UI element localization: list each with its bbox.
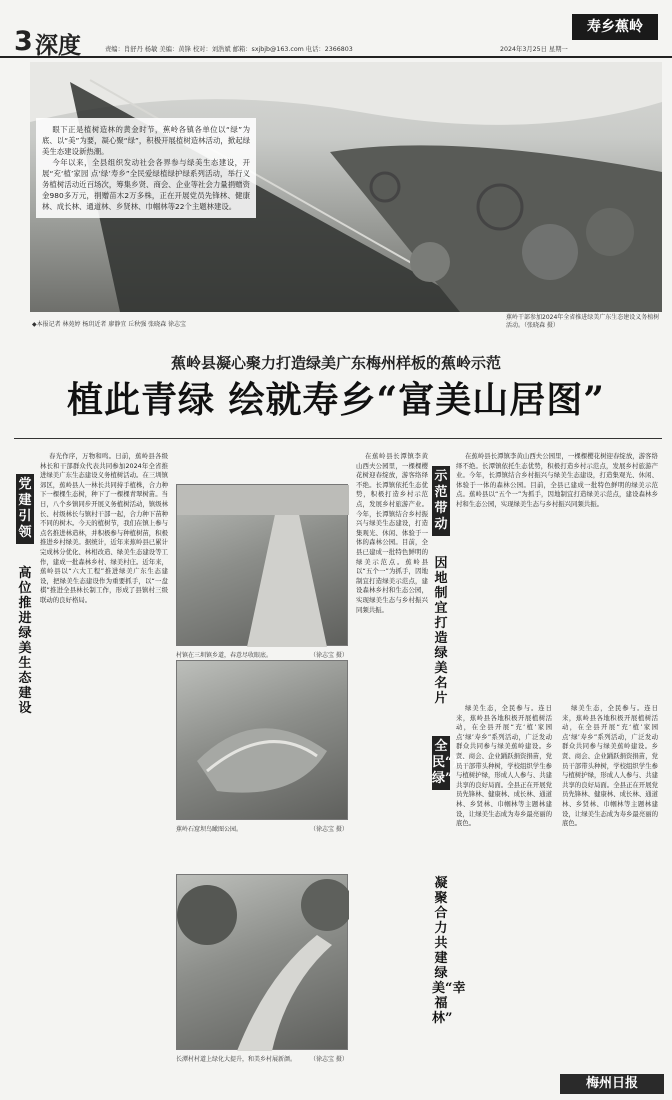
section3-body-right: 绿美生态，全民参与。连日来，蕉岭县各地积极开展植树活动，在全县开展“充‘植’家园 点‘绿’寿乡”系列活动，广泛发动群众共同参与绿美蕉岭建设。乡贤、商会、企业踊跃捐资捐苗，党员干部带头种树，学校组织学生参与植树护绿，形成人人参与、共建共享的良好局面。全县正在开展党员先锋林、健康林、成长林、通道林、乡贤林、巾帼林等主题林建设，让绿美生态成为寿乡最亮丽的底色。 [562,704,658,828]
page-section-tag: 深度 [35,32,81,59]
photo3-credit: （徐志宝 摄） [310,1056,348,1063]
photo2-credit: （徐志宝 摄） [310,826,348,833]
photo-park-aerial [176,660,348,820]
section2-title: 因地制宜打造绿美名片 [434,556,448,706]
photo3-caption: 长潭村村道上绿化大提升，和美乡村展新颜。 [176,1056,297,1063]
headline-divider [14,438,662,439]
photo-greenway [176,874,348,1050]
intro-textbox [36,118,256,218]
issue-date: 2024年3月25日 星期一 [500,46,568,53]
section3-title: 凝聚合力共建绿美“幸福林” [432,876,466,1026]
newspaper-logo: 梅州日报 [560,1074,664,1094]
headline-subtitle: 蕉岭县凝心聚力打造绿美广东梅州样板的蕉岭示范 [170,354,501,372]
reporter-credit: ◆本报记者 林苑婷 杨玥近者 廖静宜 丘秋强 张晓森 徐志宝 [32,321,187,328]
masthead-logo: 寿乡蕉岭 [572,14,658,40]
photo-greenway-scene [177,875,349,1051]
editor-meta: 责编：肖舒丹 杨敏 美编：黄锋 校对：刘浩斌 邮箱：sxjbjb@163.com 电话：2366803 [105,46,353,53]
intro-paragraph-1: 眼下正是植树造林的黄金时节，蕉岭各镇各单位以“绿”为底、以“美”为要，凝心聚“绿”，积极开展植树造林活动，掀起绿美生态建设新热潮。 [42,125,250,156]
photo1-caption: 村镇在三圳镇乡道，春意尽收眼底。 [176,652,273,659]
photo-park-scene [177,661,349,821]
photo-village-road [176,484,348,646]
section2-body-right: 在蕉岭县长潭镇李黄山西夫公园里，一棵棵樱花树迎春绽放，游客络绎不绝。长潭镇依托生态优势，积极打造乡村示范点，发展乡村旅游产业。今年，长潭镇结合乡村振兴与绿美生态建设，打造集观光、休闲、体验于一体的森林公园。目前，全县已建成一批特色鲜明的绿美示范点。蕉岭县以“五个一”为抓手，因地制宜打造绿美示范点，建设森林乡村和生态公园，实现绿美生态与乡村振兴同频共振。 [456,452,658,508]
photo2-caption: 蕉岭石窟坝鸟瞰图公园。 [176,826,243,833]
section2-badge: 示范带动 [432,466,450,536]
page-number: 3 [14,26,33,57]
hero-caption: 蕉岭干部参加2024年全省推进绿美广东生态建设义务植树活动。（张晓森 摄） [506,314,660,329]
section1-title: 高位推进绿美生态建设 [18,566,32,716]
photo-road-scene [177,485,349,647]
photo1-credit: （徐志宝 摄） [310,652,348,659]
section2-body-left: 在蕉岭县长潭镇李黄山西夫公园里，一棵棵樱花树迎春绽放，游客络绎不绝。长潭镇依托生态优势，积极打造乡村示范点，发展乡村旅游产业。今年，长潭镇结合乡村振兴与绿美生态建设，打造集观光、休闲、体验于一体的森林公园。目前，全县已建成一批特色鲜明的绿美示范点。蕉岭县以“五个一”为抓手，因地制宜打造绿美示范点，建设森林乡村和生态公园，实现绿美生态与乡村振兴同频共振。 [356,452,428,614]
section1-badge: 党建引领 [16,474,34,544]
intro-paragraph-2: 今年以来，全县组织发动社会各界参与绿美生态建设，开展“充‘植’家园 点‘绿’寿乡”全民爱绿植绿护绿系列活动，举行义务植树活动近百场次，筹集乡贤、商会、企业等社会力量捐赠资金980多万元，捐赠苗木2万多株，正在开展党员先锋林、健康林、成长林、通道林、乡贤林、巾帼林等22个主题林建设。 [42,158,250,211]
section3-badge: 全民“造绿” [432,736,450,790]
headline-title: 植此青绿 绘就寿乡“富美山居图” [67,379,605,421]
section1-body: 春光作序，万物和鸣。日前，蕉岭县各级林长和干部群众代表共同参加2024年全省推进绿美广东生态建设义务植树活动。在三圳镇郊区，蕉岭县人一林长共同持手植株，合力种下一棵棵生态树，种下了一棵棵青翠树苗。当日，八个乡镇同步开展义务植树活动，镇级林长、村级林长与镇村干部一起，合力种下苗种不同的树木。今天的植树节，我们在镇上参与点名推进林造林，并积极参与种植树苗，积极推进乡村绿美。据统计，近年来蕉岭县已累计完成林分优化、林相改造、绿美生态建设等工作，建成一批森林乡村、绿美村庄。近年来，蕉岭县以“六大工程”推进绿美广东生态建设，把绿美生态建设作为重要抓手，以“一盘棋”推进全县林长制工作，形成了县镇村三级联动的良好格局。 [40,452,168,604]
section3-body-left: 绿美生态，全民参与。连日来，蕉岭县各地积极开展植树活动，在全县开展“充‘植’家园 点‘绿’寿乡”系列活动，广泛发动群众共同参与绿美蕉岭建设。乡贤、商会、企业踊跃捐资捐苗，党员干部带头种树，学校组织学生参与植树护绿，形成人人参与、共建共享的良好局面。全县正在开展党员先锋林、健康林、成长林、通道林、乡贤林、巾帼林等主题林建设，让绿美生态成为寿乡最亮丽的底色。 [456,704,552,828]
